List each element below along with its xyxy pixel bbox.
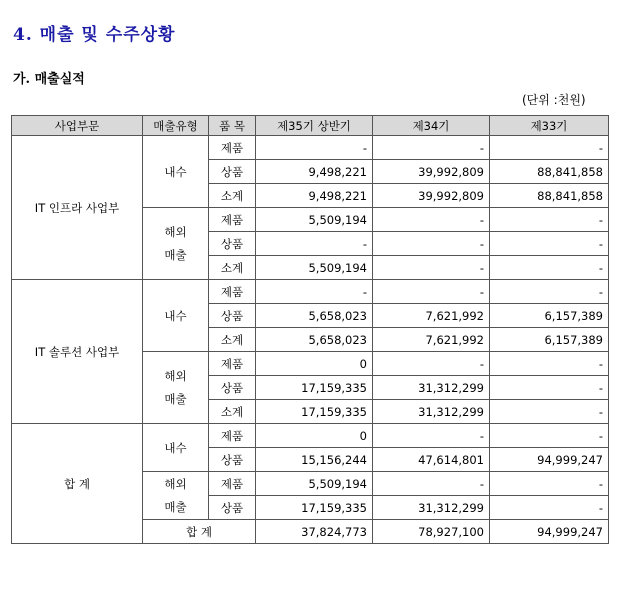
value-cell: 6,157,389 [490,304,609,328]
value-cell: 88,841,858 [490,160,609,184]
value-cell: 17,159,335 [256,496,373,520]
value-cell: - [490,472,609,496]
value-cell: - [373,424,490,448]
value-cell: 17,159,335 [256,400,373,424]
value-cell: 39,992,809 [373,184,490,208]
value-cell: 5,509,194 [256,472,373,496]
item-cell: 소계 [209,328,256,352]
value-cell: 9,498,221 [256,184,373,208]
value-cell: - [490,136,609,160]
item-cell: 제품 [209,352,256,376]
col-header-sales-type: 매출유형 [143,116,209,136]
value-cell: 15,156,244 [256,448,373,472]
value-cell: - [490,376,609,400]
overseas-label-line2: 매출 [164,499,187,514]
value-cell: - [373,208,490,232]
col-header-fy35-h1: 제35기 상반기 [256,116,373,136]
sales-type-cell: 내수 [143,280,209,352]
grand-total-label: 합 계 [143,520,256,544]
value-cell: - [373,472,490,496]
subsection-heading: 가. 매출실적 [13,72,85,87]
item-cell: 제품 [209,424,256,448]
table-row [12,136,609,160]
value-cell: 0 [256,424,373,448]
overseas-label-line2: 매출 [164,391,187,406]
sales-type-cell [143,352,209,424]
col-header-fy34: 제34기 [373,116,490,136]
table-row [12,280,609,304]
value-cell: - [256,136,373,160]
item-cell: 상품 [209,496,256,520]
overseas-label-line1: 해외 [164,476,187,491]
item-cell: 소계 [209,400,256,424]
value-cell: 39,992,809 [373,160,490,184]
value-cell: 5,658,023 [256,304,373,328]
section-heading: 4. 매출 및 수주상황 [13,25,176,45]
value-cell: - [256,280,373,304]
value-cell: - [373,232,490,256]
item-cell: 제품 [209,280,256,304]
item-cell: 상품 [209,448,256,472]
col-header-item: 품 목 [209,116,256,136]
value-cell: - [373,136,490,160]
value-cell: - [490,256,609,280]
sales-type-cell [143,208,209,280]
sales-table [11,115,609,544]
value-cell: 17,159,335 [256,376,373,400]
item-cell: 소계 [209,184,256,208]
value-cell: - [490,424,609,448]
division-cell: IT 인프라 사업부 [12,136,143,280]
item-cell: 상품 [209,160,256,184]
value-cell: - [490,208,609,232]
item-cell: 소계 [209,256,256,280]
value-cell: 31,312,299 [373,376,490,400]
value-cell: 47,614,801 [373,448,490,472]
table-header-row [12,116,609,136]
value-cell: - [490,352,609,376]
value-cell: 7,621,992 [373,328,490,352]
value-cell: 94,999,247 [490,448,609,472]
grand-total-value: 37,824,773 [256,520,373,544]
value-cell: 9,498,221 [256,160,373,184]
value-cell: - [373,280,490,304]
grand-total-value: 78,927,100 [373,520,490,544]
value-cell: 31,312,299 [373,400,490,424]
overseas-label-line1: 해외 [164,368,187,383]
sales-type-cell: 내수 [143,424,209,472]
value-cell: 7,621,992 [373,304,490,328]
value-cell: 5,509,194 [256,256,373,280]
item-cell: 제품 [209,472,256,496]
item-cell: 상품 [209,376,256,400]
col-header-division: 사업부문 [12,116,143,136]
grand-total-value: 94,999,247 [490,520,609,544]
col-header-fy33: 제33기 [490,116,609,136]
value-cell: - [490,232,609,256]
division-cell: 합 계 [12,424,143,544]
value-cell: - [490,496,609,520]
division-cell: IT 솔루션 사업부 [12,280,143,424]
value-cell: - [373,256,490,280]
value-cell: 5,509,194 [256,208,373,232]
overseas-label-line2: 매출 [164,247,187,262]
value-cell: 6,157,389 [490,328,609,352]
sales-type-cell: 내수 [143,136,209,208]
value-cell: 5,658,023 [256,328,373,352]
unit-note: (단위 :천원) [522,93,586,107]
item-cell: 제품 [209,208,256,232]
value-cell: 88,841,858 [490,184,609,208]
table-row [12,424,609,448]
value-cell: - [490,400,609,424]
value-cell: - [490,280,609,304]
value-cell: 31,312,299 [373,496,490,520]
value-cell: - [373,352,490,376]
item-cell: 제품 [209,136,256,160]
value-cell: - [256,232,373,256]
value-cell: 0 [256,352,373,376]
overseas-label-line1: 해외 [164,224,187,239]
item-cell: 상품 [209,304,256,328]
item-cell: 상품 [209,232,256,256]
sales-type-cell [143,472,209,520]
